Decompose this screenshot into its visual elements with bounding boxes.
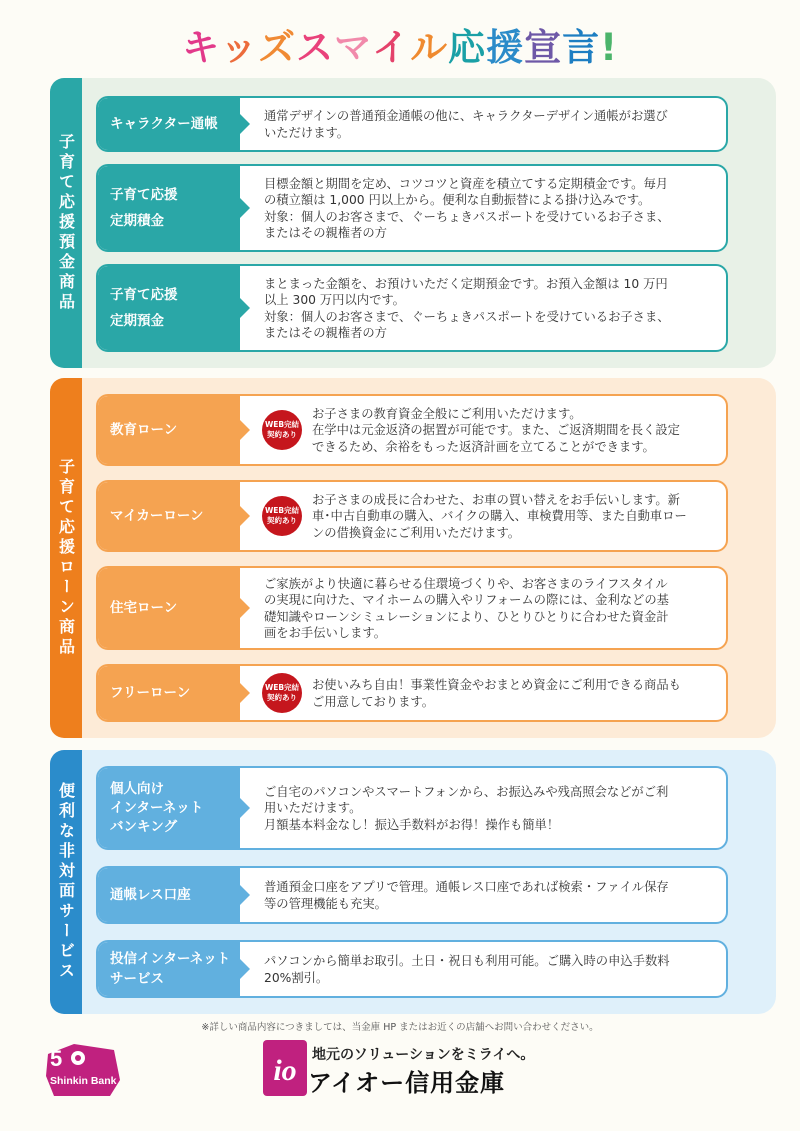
card-free-loan bbox=[96, 664, 728, 722]
section-savings bbox=[50, 78, 776, 368]
title-char: マ bbox=[334, 26, 373, 69]
card-label: 通帳レス口座 bbox=[98, 868, 240, 922]
title-char: ル bbox=[410, 26, 449, 69]
card-label: 投信インターネット サービス bbox=[98, 942, 240, 996]
card-description: お子さまの成長に合わせた、お車の買い替えをお手伝いします。新 車･中古自動車の購入、バイクの購入、車検費用等、また自動車ロー ンの借換資金にご利用いただけます。 bbox=[312, 492, 687, 540]
brand-tagline: 地元のソリューションをミライへ。 bbox=[312, 1047, 535, 1063]
title-char: キ bbox=[182, 26, 221, 69]
card-internet-banking bbox=[96, 766, 728, 850]
section-services bbox=[50, 750, 776, 1014]
card-label: キャラクター通帳 bbox=[98, 98, 240, 150]
card-description: お使いみち自由！事業性資金やおまとめ資金にご利用できる商品も ご用意しております。 bbox=[312, 678, 681, 709]
section-tab-loans: 子育て応援ローン商品 bbox=[50, 378, 82, 738]
title-char: ! bbox=[600, 26, 618, 69]
card-description: 目標金額と期間を定め、コツコツと資産を積立てする定期積金です。毎月 の積立額は 1,000 円以上から。便利な自動振替による掛け込みです。 対象：個人のお客さまで、ぐーちょきパスポートを受けているお子さま、 またはその親権者の方 bbox=[264, 176, 670, 240]
section-loans bbox=[50, 378, 776, 738]
title-char: 応 bbox=[448, 26, 487, 69]
title-char: ッ bbox=[220, 26, 259, 69]
card-description: 普通預金口座をアプリで管理。通帳レス口座であれば検索・ファイル保存 等の管理機能も充実。 bbox=[264, 880, 669, 911]
title-char: イ bbox=[372, 26, 411, 69]
card-label: フリーローン bbox=[98, 666, 240, 720]
card-child-installment-savings bbox=[96, 164, 728, 252]
card-housing-loan bbox=[96, 566, 728, 650]
shinkin-bank-logo bbox=[44, 1040, 122, 1098]
card-passbook-less-account bbox=[96, 866, 728, 924]
card-education-loan bbox=[96, 394, 728, 466]
page-title bbox=[0, 24, 800, 72]
brand-name: アイオー信用金庫 bbox=[308, 1069, 506, 1097]
card-character-passbook bbox=[96, 96, 728, 152]
card-description: 通常デザインの普通預金通帳の他に、キャラクターデザイン通帳がお選び いただけます。 bbox=[264, 109, 668, 140]
title-char: ス bbox=[296, 26, 335, 69]
card-description: ご自宅のパソコンやスマートフォンから、お振込みや残高照会などがご利 用いただけます。 月額基本料金なし！振込手数料がお得！操作も簡単！ bbox=[264, 784, 669, 832]
card-description: お子さまの教育資金全般にご利用いただけます。 在学中は元金返済の据置が可能です。また、ご返済期間を長く設定 できるため、余裕をもった返済計画を立てることができます。 bbox=[312, 406, 680, 454]
card-investment-trust-internet bbox=[96, 940, 728, 998]
card-description: ご家族がより快適に暮らせる住環境づくりや、お客さまのライフスタイル の実現に向けた、マイホームの購入やリフォームの際には、金利などの基 礎知識やローンシミュレーションにより、ひとりひとりに合わせた資金計 画をお手伝いします。 bbox=[264, 576, 669, 640]
card-label: 子育て応援 定期預金 bbox=[98, 266, 240, 350]
section-tab-savings: 子育て応援預金商品 bbox=[50, 78, 82, 368]
title-char: 援 bbox=[486, 26, 525, 69]
logo-text: Shinkin Bank bbox=[50, 1075, 117, 1087]
web-contract-badge: WEB完結 契約あり bbox=[262, 410, 302, 450]
card-label: 住宅ローン bbox=[98, 568, 240, 648]
title-char: 宣 bbox=[524, 26, 563, 69]
io-mark-text: io bbox=[273, 1054, 297, 1087]
card-description: まとまった金額を、お預けいただく定期預金です。お預入金額は 10 万円 以上 300 万円以内です。 対象：個人のお客さまで、ぐーちょきパスポートを受けているお子さま、 またはその親権者の方 bbox=[264, 276, 670, 340]
web-contract-badge: WEB完結 契約あり bbox=[262, 673, 302, 713]
footnote: ※詳しい商品内容につきましては、当金庫 HP またはお近くの店舗へお問い合わせください。 bbox=[201, 1022, 599, 1033]
card-child-time-deposit bbox=[96, 264, 728, 352]
logo-number: 5 bbox=[50, 1046, 63, 1071]
card-description: パソコンから簡単お取引。土日・祝日も利用可能。ご購入時の申込手数料 20%割引。 bbox=[264, 954, 670, 985]
title-char: 言 bbox=[562, 26, 601, 69]
title-char: ズ bbox=[258, 26, 297, 69]
io-brand-mark bbox=[263, 1040, 307, 1096]
card-car-loan bbox=[96, 480, 728, 552]
web-contract-badge: WEB完結 契約あり bbox=[262, 496, 302, 536]
card-label: マイカーローン bbox=[98, 482, 240, 550]
card-label: 教育ローン bbox=[98, 396, 240, 464]
card-label: 子育て応援 定期積金 bbox=[98, 166, 240, 250]
section-tab-services: 便利な非対面サービス bbox=[50, 750, 82, 1014]
card-label: 個人向け インターネット バンキング bbox=[98, 768, 240, 848]
